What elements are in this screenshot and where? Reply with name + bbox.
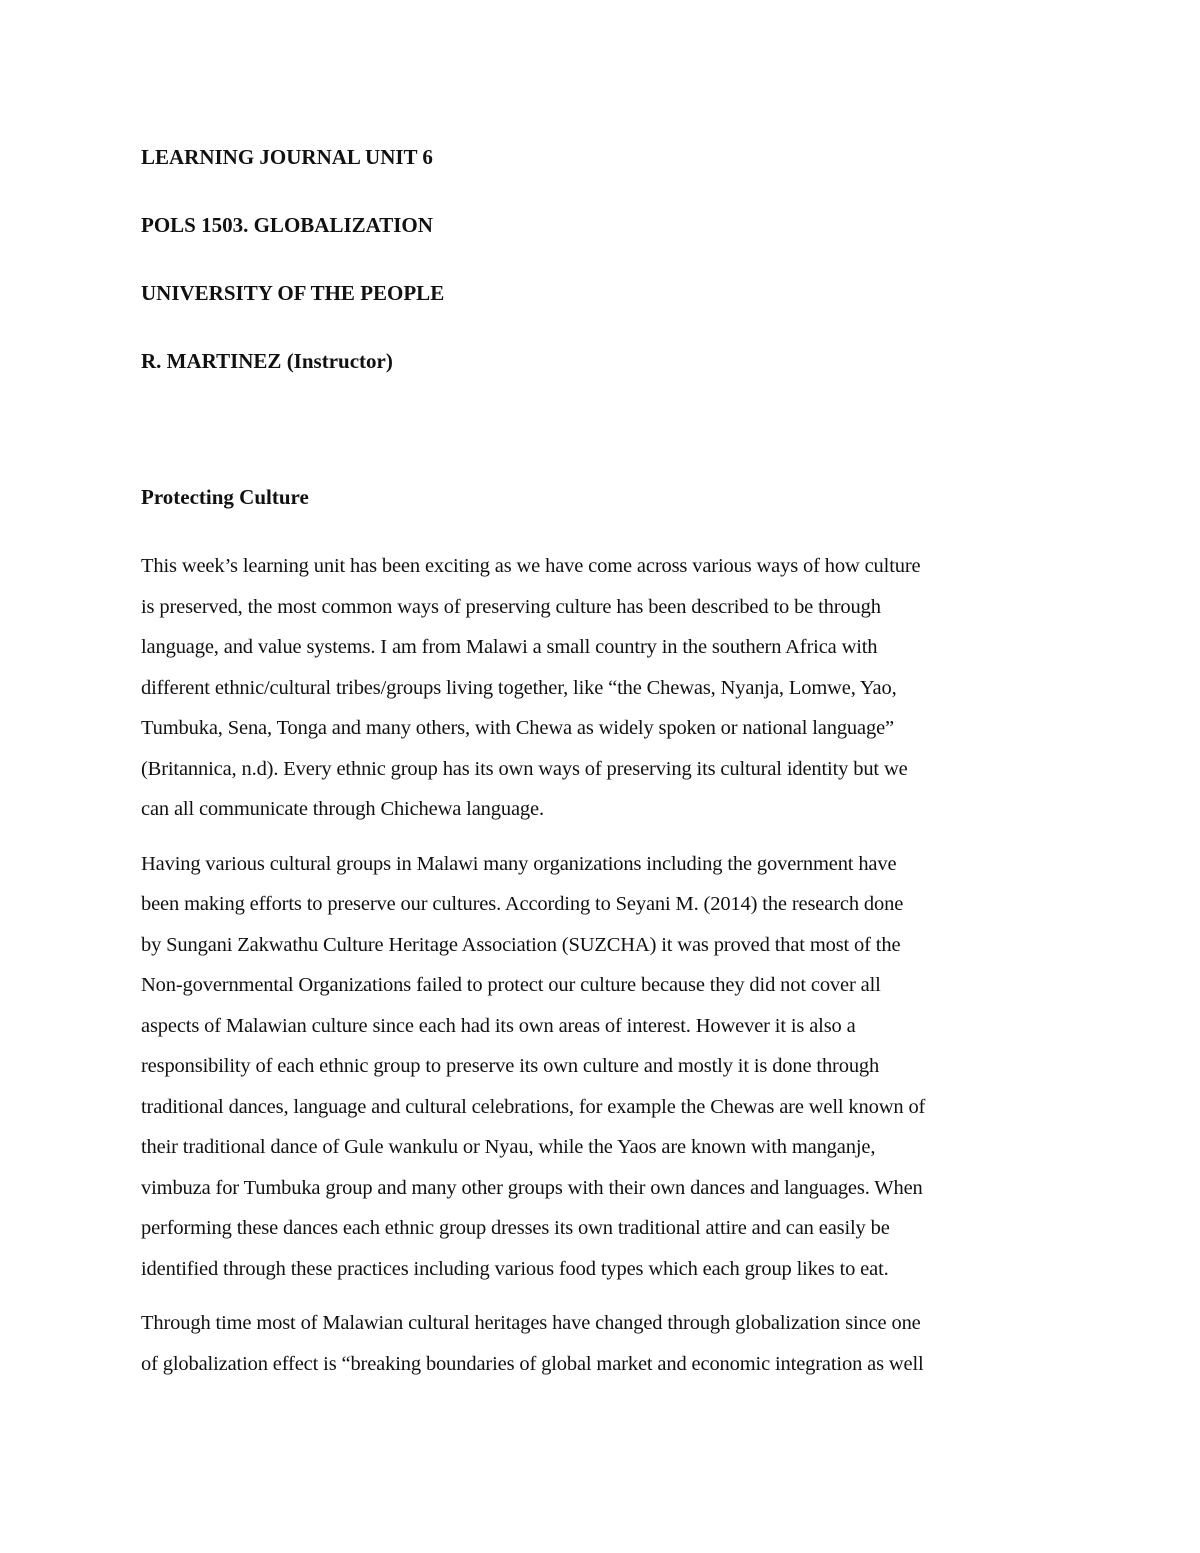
course-name: POLS 1503. GLOBALIZATION [141,213,433,237]
text-line: (Britannica, n.d). Every ethnic group has its own ways of preserving its cultural identity but we [141,757,908,780]
text-line: aspects of Malawian culture since each had its own areas of interest. However it is also a [141,1014,856,1037]
text-line: can all communicate through Chichewa language. [141,798,544,820]
text-line: Non-governmental Organizations failed to protect our culture because they did not cover all [141,974,881,996]
instructor-name: R. MARTINEZ (Instructor) [141,349,393,373]
paragraph-3 [141,1303,1063,1384]
section-heading: Protecting Culture [141,485,309,509]
text-line: language, and value systems. I am from Malawi a small country in the southern Africa with [141,636,878,658]
title-block [141,142,1061,414]
text-line: performing these dances each ethnic group dresses its own traditional attire and can easily be [141,1217,890,1239]
text-line: their traditional dance of Gule wankulu or Nyau, while the Yaos are known with manganje, [141,1136,876,1158]
text-line: Tumbuka, Sena, Tonga and many others, with Chewa as widely spoken or national language” [141,717,894,739]
text-line: responsibility of each ethnic group to preserve its own culture and mostly it is done through [141,1055,880,1077]
text-line: of globalization effect is “breaking boundaries of global market and economic integration as well [141,1352,924,1375]
text-line: different ethnic/cultural tribes/groups living together, like “the Chewas, Nyanja, Lomwe, Yao, [141,676,897,699]
text-line: identified through these practices including various food types which each group likes to eat. [141,1257,889,1280]
body-text [141,546,1063,1398]
text-line: by Sungani Zakwathu Culture Heritage Association (SUZCHA) it was proved that most of the [141,933,901,956]
text-line: Through time most of Malawian cultural heritages have changed through globalization since one [141,1312,921,1334]
text-line: This week’s learning unit has been exciting as we have come across various ways of how culture [141,555,921,577]
text-line: been making efforts to preserve our cultures. According to Seyani M. (2014) the research done [141,893,904,915]
paragraph-2 [141,844,1063,1290]
paragraph-1 [141,546,1063,830]
university-name: UNIVERSITY OF THE PEOPLE [141,281,445,305]
text-line: vimbuza for Tumbuka group and many other groups with their own dances and languages. When [141,1176,923,1199]
text-line: Having various cultural groups in Malawi many organizations including the government have [141,852,897,875]
text-line: traditional dances, language and cultural celebrations, for example the Chewas are well known of [141,1095,926,1118]
text-line: is preserved, the most common ways of preserving culture has been described to be through [141,595,881,618]
journal-title: LEARNING JOURNAL UNIT 6 [141,145,433,169]
